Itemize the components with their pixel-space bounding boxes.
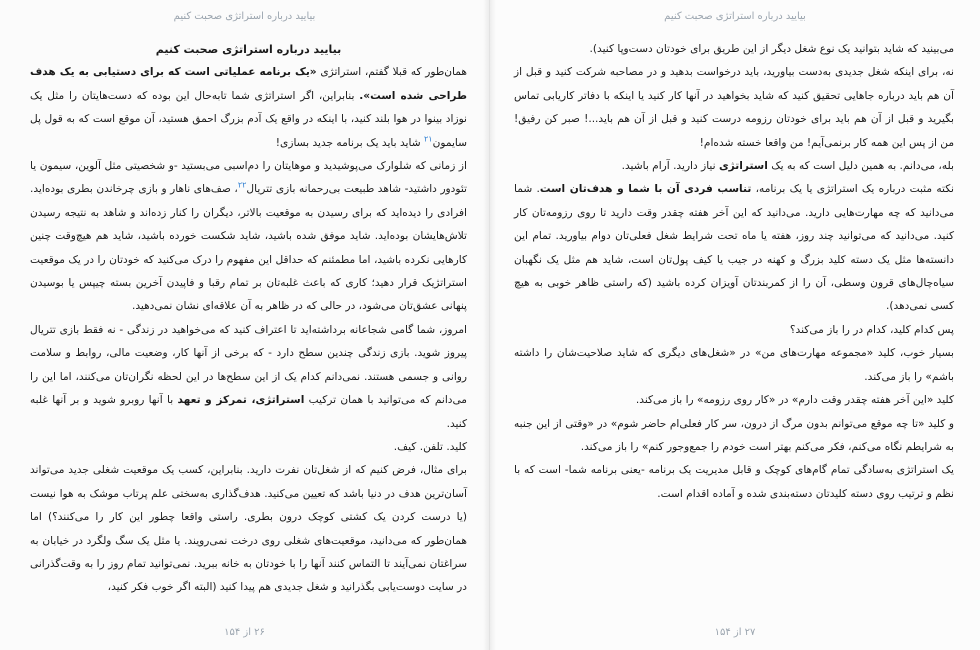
paragraph-text: همان‌طور که قبلا گفتم، استراتژی xyxy=(316,66,467,79)
bold-phrase: استراتژی، تمرکز و تعهد xyxy=(177,394,305,407)
paragraph: کلید. تلفن. کیف. xyxy=(393,440,467,453)
bold-definition: «یک برنامه عملیاتی است که برای دستیابی به یک هدف طراحی شده است». xyxy=(30,66,467,102)
paragraph: کلید «این آخر هفته چقدر وقت دارم» در «کار روی رزومه» را باز می‌کند. xyxy=(635,394,954,407)
page-body xyxy=(30,38,467,600)
bold-phrase: استراتژی xyxy=(718,160,768,173)
chapter-title: بیایید درباره استراتژی صحبت کنیم xyxy=(155,43,342,56)
paragraph-text: بله، می‌دانم. به همین دلیل است که به یک xyxy=(767,160,954,173)
gutter-shadow xyxy=(490,0,496,650)
paragraph: پس کدام کلید، کدام در را باز می‌کند؟ xyxy=(789,323,954,336)
paragraph: یک استراتژی به‌سادگی تمام گام‌های کوچک و قابل مدیریت یک برنامه -یعنی برنامه شما- است که با نظم و ترتیب روی دسته کلیدتان دسته‌بندی شده و آماده اقدام است. xyxy=(514,464,954,500)
paragraph xyxy=(30,319,467,436)
page-number: ۲۶ از ۱۵۴ xyxy=(224,627,265,638)
paragraph xyxy=(30,61,467,155)
paragraph-text: . شما می‌دانید که چه مهارت‌هایی دارید. می‌دانید که این آخر هفته چقدر وقت دارید تا روی رزومه‌تان کار کنید. می‌دانید که می‌توانید چند روز، هفته یا ماه تحت شرایط شغل فعلی‌تان دوام بیاورید. تمام این دانسته‌ها مثل یک دسته کلید بزرگ و کهنه در جیب یا کیف پول‌تان است، شاید هم مثل یک نگهبان سیاه‌چال‌های قرون وسطی، آن را از کمربندتان آویزان کرده باشید (که راستی ظاهر خوبی به هیچ کسی نمی‌دهد). xyxy=(514,183,954,313)
paragraph: نه، برای اینکه شغل جدیدی به‌دست بیاورید، باید درخواست بدهید و در مصاحبه شرکت کنید و قبل از آن هم باید درباره جاهایی تحقیق کنید که شاید بخواهید در آنها کار کنید یا اینکه با دفاتر کاریابی تماس بگیرید و قبل از آن هم باید برای خودتان رزومه درست کنید و قبل از آن هم باید...! صبر کن رفیق! من از پس این همه کار برنمی‌آیم! من واقعا خسته شده‌ام! xyxy=(514,66,954,149)
footnote-link-21[interactable]: ۲۱ xyxy=(423,134,433,144)
paragraph-text: از زمانی که شلوارک می‌پوشیدید و موهایتان را دم‌اسبی می‌بستید -و شخصیتی مثل آلوین، سیمون یا تئودور داشتید- شاهد طبیعت بی‌رحمانه بازی تتریال xyxy=(30,160,468,196)
paragraph: می‌بینید که شاید بتوانید یک نوع شغل دیگر از این طریق برای خودتان دست‌وپا کنید). xyxy=(589,43,954,55)
page-27[interactable] xyxy=(490,0,980,650)
paragraph: بسیار خوب، کلید «مجموعه مهارت‌های من» در «شغل‌های دیگری که شاید صلاحیت‌شان را داشته باشم» را باز می‌کند. xyxy=(514,347,954,383)
footnote-link-22[interactable]: ۲۲ xyxy=(237,180,247,190)
paragraph-text: نکته مثبت درباره یک استراتژی یا یک برنامه، xyxy=(751,183,954,196)
paragraph-text: ، صف‌های ناهار و بازی چرخاندن بطری بوده‌اید. افرادی را دیده‌اید که برای رسیدن به موقعیت بالاتر، دیگران را کنار زده‌اند و شاهد به نتیجه رسیدن تلاش‌هایشان بوده‌اید. شاید موفق شده باشید، شاید شکست خورده باشید، شاید هم هیچ‌وقت چنین کارهایی نکرده باشید، اما مطمئنم که حداقل این مفهوم را درک می‌کنید که خودتان را در یک موقعیت استراتژیک قرار دهید؛ کاری که باعث غلبه‌تان بر تمام رقبا و فاپیدن آخرین بسته چیپس یا بوسیدن پنهانی عشق‌تان می‌شود، در حالی که در ظاهر به آن علاقه‌ای نشان نمی‌دهید. xyxy=(30,183,467,313)
paragraph: و کلید «تا چه موقع می‌توانم بدون مرگ از درون، سر کار فعلی‌ام حاضر شوم» در «وقتی از این جنبه به شرایطم نگاه می‌کنم، فکر می‌کنم بهتر است خودم را جمع‌وجور کنم» را باز می‌کند. xyxy=(514,417,954,453)
page-body xyxy=(514,38,954,506)
running-head: بیایید درباره استراتژی صحبت کنیم xyxy=(664,11,806,22)
paragraph xyxy=(514,178,954,318)
page-number: ۲۷ از ۱۵۴ xyxy=(714,627,756,638)
paragraph: برای مثال، فرض کنیم که از شغل‌تان نفرت دارید. بنابراین، کسب یک موقعیت شغلی جدید می‌تواند آسان‌ترین هدف در دنیا باشد که تعیین می‌کنید. هدف‌گذاری به‌سختی علم پرتاب موشک به هوا نیست (یا درست کردن یک کشتی کوچک درون بطری. راستی واقعا چطور این کار را می‌کنند؟) اما همان‌طور که می‌دانید، موقعیت‌های شغلی روی درخت نمی‌رویند. یا مثل یک سگ ولگرد در خیابان به سراغتان نمی‌آیند تا التماس کنند آنها را با خودتان به خانه ببرید. نمی‌توانید تمام روز را به وقت‌گذرانی در سایت دوست‌یابی بگذرانید و شغل جدیدی هم پیدا کنید (البته اگر خوب فکر کنید، xyxy=(30,464,467,594)
running-head: بیایید درباره استراتژی صحبت کنیم xyxy=(173,11,316,22)
paragraph-text: امروز، شما گامی شجاعانه برداشته‌اید تا اعتراف کنید که می‌خواهید در زندگی - نه فقط بازی تتریال پیروز شوید. بازی زندگی چندین سطح دارد - که برخی از آنها کار، وضعیت مالی، روابط و سلامت روانی و جسمی هستند. نمی‌دانم کدام یک از این سطح‌ها در این لحظه نگران‌تان می‌کنند، اما این را می‌دانم که می‌توانید با همان ترکیب xyxy=(30,323,467,407)
paragraph-text: با آنها روبرو شوید و بر آنها غلبه کنید. xyxy=(30,394,467,430)
gutter-shadow xyxy=(483,0,489,650)
paragraph-text: بنابراین، اگر استراتژی شما تابه‌حال این بوده که دست‌هایتان را مثل یک نوزاد بینوا در هوا بلند کنید، با اینکه در واقع یک آدم بزرگ احمق هستید، آن موقع است که به قول پل سایمون xyxy=(30,89,467,149)
paragraph xyxy=(30,155,467,319)
paragraph xyxy=(514,155,954,178)
paragraph-text: نیاز دارید. آرام باشید. xyxy=(621,160,719,173)
bold-phrase: تناسب فردی آن با شما و هدف‌تان است xyxy=(539,183,752,196)
paragraph-text: شاید باید یک برنامه جدید بسازی! xyxy=(275,136,424,149)
